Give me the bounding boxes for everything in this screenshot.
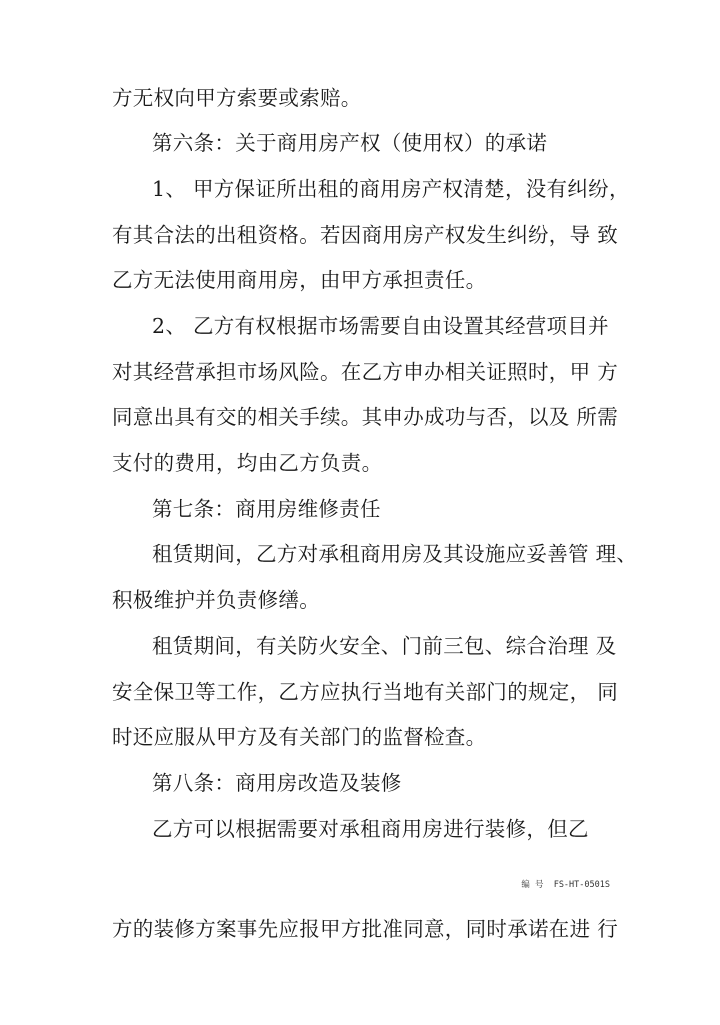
text-line: 1、 甲方保证所出租的商用房产权清楚，没有纠纷， [152, 177, 630, 201]
text-line: 租赁期间，乙方对承租商用房及其设施应妥善管 理、 [152, 542, 638, 566]
section-heading-6: 第六条：关于商用房产权（使用权）的承诺 [152, 131, 548, 155]
text-line: 有其合法的出租资格。若因商用房产权发生纠纷，导 致 [112, 223, 619, 247]
section-heading-7: 第七条：商用房维修责任 [152, 497, 381, 521]
text-line: 方无权向甲方索要或索赔。 [112, 86, 362, 110]
document-number: 编 号 FS-HT-0501S [521, 880, 610, 890]
text-line: 积极维护并负责修缮。 [112, 588, 320, 612]
text-line: 租赁期间，有关防火安全、门前三包、综合治理 及 [152, 634, 617, 658]
text-line: 安全保卫等工作，乙方应执行当地有关部门的规定， 同 [112, 680, 619, 704]
text-line: 时还应服从甲方及有关部门的监督检查。 [112, 725, 487, 749]
text-line: 支付的费用，均由乙方负责。 [112, 451, 383, 475]
text-line: 乙方无法使用商用房，由甲方承担责任。 [112, 268, 487, 292]
section-heading-8: 第八条：商用房改造及装修 [152, 771, 402, 795]
text-line: 方的装修方案事先应报甲方批准同意，同时承诺在进 行 [112, 917, 619, 941]
text-line: 同意出具有交的相关手续。其申办成功与否，以及 所需 [112, 405, 619, 429]
text-line: 对其经营承担市场风险。在乙方申办相关证照时，甲 方 [112, 360, 619, 384]
text-line: 乙方可以根据需要对承租商用房进行装修，但乙 [152, 817, 589, 841]
text-line: 2、 乙方有权根据市场需要自由设置其经营项目并 [152, 314, 609, 338]
